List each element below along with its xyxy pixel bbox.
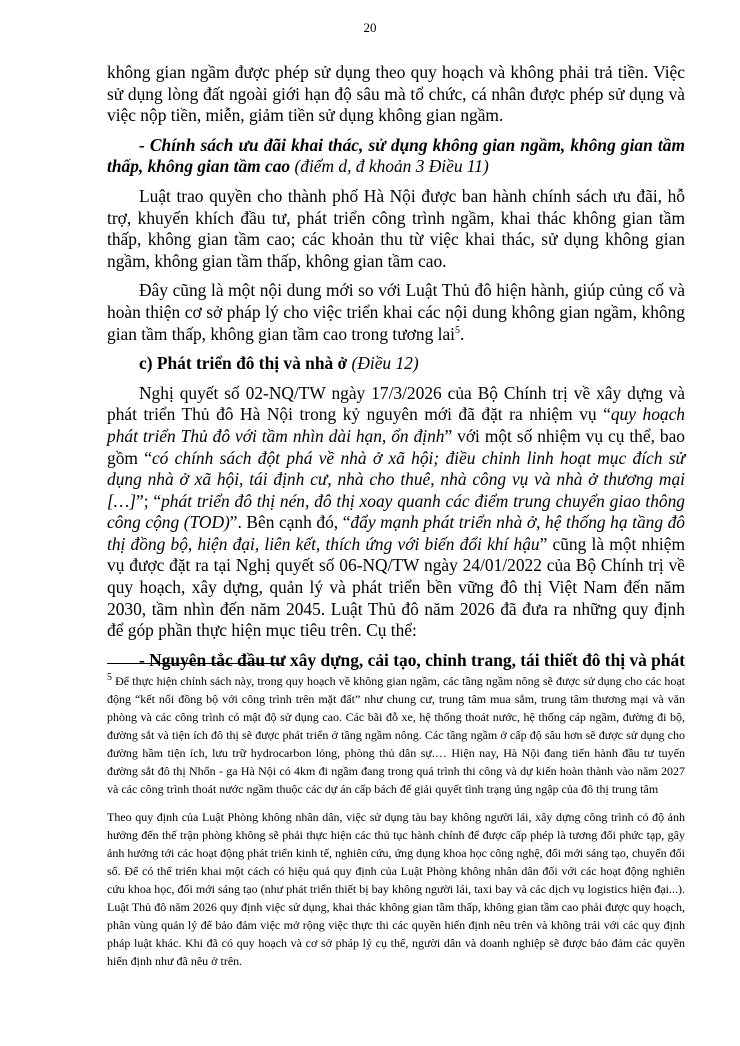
text-segment: ” với một số nhiệm vụ cụ thể, bao gồm “	[107, 425, 685, 468]
text-segment: ”. Bên cạnh đó, “	[229, 512, 351, 533]
paragraph-text: Đây cũng là một nội dung mới so với Luật Thủ đô hiện hành, giúp củng cố và hoàn thiện cơ sở pháp lý cho việc triển khai các nội dung không gian ngầm, không gian tầm thấp, không gian tầm cao trong tương lai	[107, 280, 685, 344]
footnote-continuation: Theo quy định của Luật Phòng không nhân dân, việc sử dụng tàu bay không người lái, xây dựng công trình có độ ảnh hưởng đến thế trận phòng không sẽ phải thực hiện các thủ tục hành chính để được cấp phép là tương đối phức tạp, gây ảnh hưởng tới các hoạt động phát triển kinh tế, nghiên cứu, ứng dụng khoa học công nghệ, đổi mới sáng tạo, chuyển đổi số. Để có thể triển khai một cách có hiệu quả quy định của Luật Phòng không nhân dân đối với các hoạt động nghiên cứu khoa học, đổi mới sáng tạo (như phát triển thiết bị bay không người lái, taxi bay và các dịch vụ logistics hiện đại...). Luật Thủ đô năm 2026 quy định việc sử dụng, khai thác không gian tầm thấp, không gian tầm cao phải được quy hoạch, phân vùng quản lý để bảo đảm việc mở rộng việc thực thi các quyền hiến định nêu trên và không trái với các quy định pháp luật khác. Khi đã có quy hoạch và cơ sở pháp lý cụ thể, người dân và doanh nghiệp sẽ được bảo đảm các quyền hiến định như đã nêu ở trên.	[107, 810, 685, 968]
footnote-reference: 5	[455, 324, 460, 336]
quote-segment: phát triển đô thị nén, đô thị xoay quanh các điểm trung chuyển giao thông công cộng (TOD)	[107, 490, 685, 533]
quote-segment: có chính sách đột phá về nhà ở xã hội; điều chỉnh linh hoạt mục đích sử dụng nhà ở xã hội, tái định cư, nhà cho thuê, nhà công vụ và nhà ở thương mại […]	[107, 447, 686, 511]
footnote-5	[107, 672, 685, 798]
footnote-text: Để thực hiện chính sách này, trong quy hoạch về không gian ngầm, các tầng ngầm nông sẽ được sử dụng cho các hoạt động “kết nối đồng bộ với công trình trên mặt đất” như chung cư, trung tâm mua sắm, trung tâm thương mại và văn phòng và các công trình có mật độ sử dụng cao. Các bãi đỗ xe, hệ thống thoát nước, hệ thống cáp ngầm, đường đi bộ, đường sắt và tiện ích đô thị sẽ được phát triển ở tầng ngầm nông. Các tầng ngầm ở cấp độ sâu hơn sẽ được sử dụng cho đường hầm tiện ích, lưu trữ hydrocarbon lỏng, phòng thủ dân sự.… Hiện nay, Hà Nội đang tiến hành đầu tư tuyến đường sắt đô thị Nhổn - ga Hà Nội có 4km đi ngầm đang trong quá trình thi công và dự kiến hoàn thành vào năm 2027 và các công trình thoát nước ngầm thuộc các dự án cấp bách để giải quyết tình trạng úng ngập của đô thị trung tâm	[107, 674, 685, 796]
paragraph-continuation: không gian ngầm được phép sử dụng theo quy hoạch và không phải trả tiền. Việc sử dụng lòng đất ngoài giới hạn độ sâu mà tổ chức, cá nhân được phép sử dụng và việc nộp tiền, miễn, giảm tiền sử dụng không gian ngầm.	[107, 62, 685, 126]
footnote-divider	[107, 663, 283, 664]
body-text	[107, 62, 685, 679]
section-heading-incentives	[107, 135, 685, 178]
footnote-mark: 5	[107, 672, 112, 683]
quote-segment: đẩy mạnh phát triển nhà ở, hệ thống hạ tầng đô thị đồng bộ, hiện đại, liên kết, thích ứng với biến đổi khí hậu	[107, 512, 685, 554]
paragraph-resolution	[107, 383, 685, 642]
heading-text: - Chính sách ưu đãi khai thác, sử dụng không gian ngầm, không gian tầm thấp, không gian tầm cao	[107, 134, 685, 177]
heading-reference: (Điều 12)	[347, 353, 419, 374]
text-segment: Nghị quyết số 02-NQ/TW ngày 17/3/2026 của Bộ Chính trị về xây dựng và phát triển Thủ đô Hà Nội trong kỷ nguyên mới đã đặt ra nhiệm vụ “	[107, 382, 685, 425]
quote-segment: quy hoạch phát triển Thủ đô với tầm nhìn dài hạn, ổn định	[107, 404, 686, 446]
paragraph-new-content	[107, 280, 685, 345]
heading-reference: (điểm d, đ khoản 3 Điều 11)	[290, 156, 489, 177]
section-heading-urban-development	[107, 353, 685, 375]
paragraph-end: .	[460, 323, 465, 344]
paragraph-authority: Luật trao quyền cho thành phố Hà Nội được ban hành chính sách ưu đãi, hỗ trợ, khuyến khích đầu tư, phát triển công trình ngầm, khai thác không gian tầm thấp, không gian tầm cao; các khoản thu từ việc khai thác, sử dụng không gian ngầm, không gian tầm thấp, không gian tầm cao.	[107, 185, 685, 271]
section-heading-principles: - Nguyên tắc đầu tư xây dựng, cải tạo, chỉnh trang, tái thiết đô thị và phát	[139, 649, 686, 670]
page-number: 20	[363, 20, 377, 35]
text-segment: ” cũng là một nhiệm vụ được đặt ra tại Nghị quyết số 06-NQ/TW ngày 24/01/2022 của Bộ Chính trị về quy hoạch, xây dựng, quản lý và phát triển bền vững đô thị Việt Nam đến năm 2030, tầm nhìn đến năm 2045. Luật Thủ đô năm 2026 đã đưa ra những quy định để góp phần thực hiện mục tiêu trên. Cụ thể:	[107, 533, 685, 641]
text-segment: ”; “	[136, 490, 162, 511]
footnotes	[107, 672, 685, 980]
heading-text: c) Phát triển đô thị và nhà ở	[139, 353, 348, 374]
